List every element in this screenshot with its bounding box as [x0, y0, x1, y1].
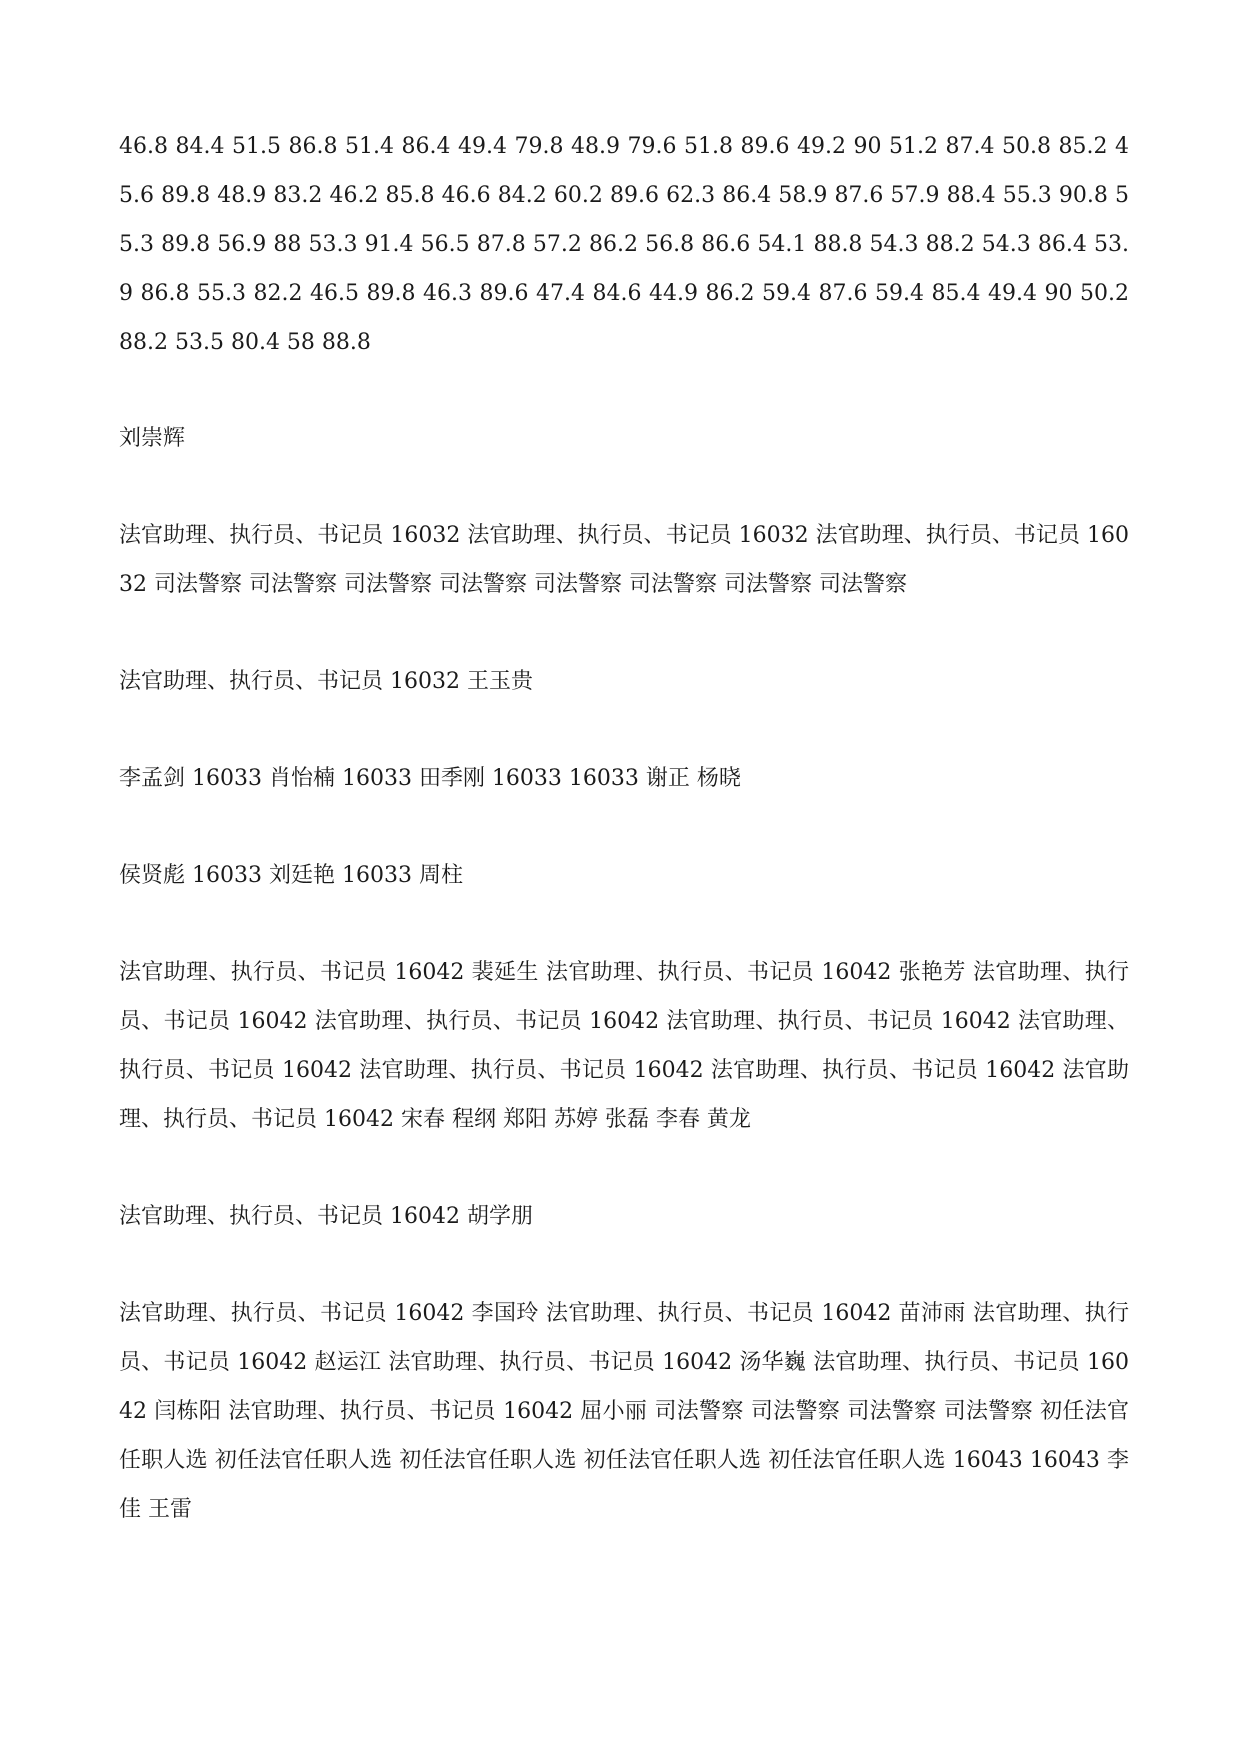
score-list-paragraph: 46.8 84.4 51.5 86.8 51.4 86.4 49.4 79.8 48.9 79.6 51.8 89.6 49.2 90 51.2 87.4 50.8 85.2 45.6 89.8 48.9 83.2 46.2 85.8 46.6 84.2 60.2 89.6 62.3 86.4 58.9 87.6 57.9 88.4 55.3 90.8 55.3 89.8 56.9 88 53.3 91.4 56.5 87.8 57.2 86.2 56.8 86.6 54.1 88.8 54.3 88.2 54.3 86.4 53.9 86.8 55.3 82.2 46.5 89.8 46.3 89.6 47.4 84.6 44.9 86.2 59.4 87.6 59.4 85.4 49.4 90 50.2 88.2 53.5 80.4 58 88.8: [119, 134, 1129, 355]
position-entry-paragraph: 法官助理、执行员、书记员 16042 胡学朋: [119, 1204, 533, 1229]
name-list-paragraph: 侯贤彪 16033 刘廷艳 16033 周柱: [119, 863, 463, 888]
position-list-paragraph: 法官助理、执行员、书记员 16032 法官助理、执行员、书记员 16032 法官助理、执行员、书记员 16032 司法警察 司法警察 司法警察 司法警察 司法警察 司法警察 司法警察 司法警察: [119, 523, 1129, 597]
position-list-paragraph: 法官助理、执行员、书记员 16042 李国玲 法官助理、执行员、书记员 16042 苗沛雨 法官助理、执行员、书记员 16042 赵运江 法官助理、执行员、书记员 16042 汤华巍 法官助理、执行员、书记员 16042 闫栋阳 法官助理、执行员、书记员 16042 屈小丽 司法警察 司法警察 司法警察 司法警察 初任法官任职人选 初任法官任职人选 初任法官任职人选 初任法官任职人选 初任法官任职人选 16043 16043 李佳 王雷: [119, 1301, 1129, 1522]
position-list-paragraph: 法官助理、执行员、书记员 16042 裴延生 法官助理、执行员、书记员 16042 张艳芳 法官助理、执行员、书记员 16042 法官助理、执行员、书记员 16042 法官助理、执行员、书记员 16042 法官助理、执行员、书记员 16042 法官助理、执行员、书记员 16042 法官助理、执行员、书记员 16042 法官助理、执行员、书记员 16042 宋春 程纲 郑阳 苏婷 张磊 李春 黄龙: [119, 960, 1129, 1132]
name-paragraph: 刘崇辉: [119, 426, 186, 451]
document-page: [119, 122, 1129, 1534]
position-entry-paragraph: 法官助理、执行员、书记员 16032 王玉贵: [119, 669, 533, 694]
name-list-paragraph: 李孟剑 16033 肖怡楠 16033 田季刚 16033 16033 谢正 杨晓: [119, 766, 741, 791]
